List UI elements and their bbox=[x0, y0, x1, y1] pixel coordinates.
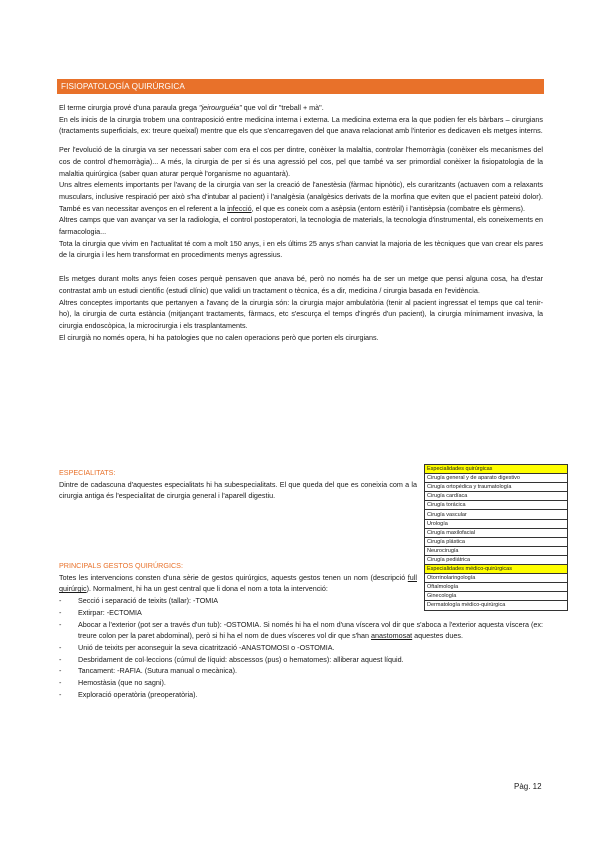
underlined-term: anastomosat bbox=[371, 631, 413, 641]
list-item bbox=[59, 595, 543, 607]
table-cell: Cirugía cardíaca bbox=[425, 492, 568, 501]
table-row bbox=[425, 492, 568, 501]
gestos-heading: PRINCIPALS GESTOS QUIRÚRGICS: bbox=[59, 561, 183, 570]
paragraph bbox=[59, 179, 543, 214]
table-row bbox=[425, 474, 568, 483]
list-item bbox=[59, 619, 543, 642]
table-row bbox=[425, 519, 568, 528]
paragraph: Per l'evolució de la cirurgia va ser necessari saber com era el cos per dintre, conèixer la malaltia, controlar l'hemorràgia (conèixer els mecanismes del cos de control d'hemorràgia)... A més, la cirurgia de per si és una agressió pel cos, pel que també va ser primordial conèixer la fisiopatologia de la malaltia quirúrgica (saber quan aturar perquè l'organisme no aguantarà). bbox=[59, 145, 543, 178]
list-item-text: Extirpar: -ECTOMIA bbox=[78, 607, 142, 617]
especialitats-heading: ESPECIALITATS: bbox=[59, 468, 116, 477]
table-cell: Cirugía plástica bbox=[425, 537, 568, 546]
list-item-text: Exploració operatòria (preoperatòria). bbox=[78, 689, 198, 699]
gestos-list bbox=[59, 595, 543, 700]
table-row bbox=[425, 501, 568, 510]
especialitats-section bbox=[59, 467, 417, 502]
list-dash: - bbox=[59, 689, 62, 699]
gestos-section bbox=[59, 560, 543, 700]
table-cell: Urología bbox=[425, 519, 568, 528]
list-item-text: Abocar a l'exterior (pot ser a través d'un tub): -OSTOMIA. Si només hi ha el nom d'una víscera vol dir que s'aboca a l'exterior aquesta víscera (ex: treure colon per la paret abdominal), però si hi ha el nom de dues vísceres vol dir que s'han bbox=[78, 619, 543, 641]
table-cell: Cirugía maxilofacial bbox=[425, 528, 568, 537]
table-cell: Cirugía torácica bbox=[425, 501, 568, 510]
list-item-text: Desbridament de col·leccions (cúmul de líquid: abscessos (pus) o hematomes): alliberar aquest líquid. bbox=[78, 654, 404, 664]
table-cell: Especialidades quirúrgicas bbox=[425, 465, 568, 474]
table-cell: Cirugía vascular bbox=[425, 510, 568, 519]
paragraph: Dintre de cadascuna d'aquestes especialitats hi ha subespecialitats. El que queda del que es coneixia com a la cirurgia antiga és l'especialitat de cirurgia general i l'aparell digestiu. bbox=[59, 479, 417, 501]
table-cell: Oftalmología bbox=[425, 583, 568, 592]
table-row bbox=[425, 483, 568, 492]
list-dash: - bbox=[59, 619, 62, 629]
list-item bbox=[59, 677, 543, 689]
table-cell: Cirugía pediátrica bbox=[425, 555, 568, 564]
list-dash: - bbox=[59, 607, 62, 617]
list-item-text: Hemostàsia (que no sagni). bbox=[78, 678, 166, 688]
paragraph: El cirurgià no només opera, hi ha patologies que no calen operacions però que porten els cirurgians. bbox=[59, 332, 379, 342]
table-row bbox=[425, 528, 568, 537]
text: ). Normalment, hi ha un gest central que li dona el nom a tota la intervenció: bbox=[86, 584, 328, 594]
underlined-term: infecció bbox=[227, 203, 252, 213]
text: que vol dir "treball + mà". bbox=[241, 103, 324, 112]
section-title: FISIOPATOLOGÍA QUIRÚRGICA bbox=[57, 79, 544, 94]
paragraph: Tota la cirurgia que vivim en l'actualitat té com a molt 150 anys, i en els últims 25 anys s'han canviat la majoria de les tècniques que van crear els pares de la cirurgia i les hem transformat en procediments menys agressius. bbox=[59, 238, 543, 260]
page-number: Pàg. 12 bbox=[514, 782, 542, 791]
paragraph bbox=[59, 572, 417, 595]
list-item bbox=[59, 642, 543, 654]
table-row bbox=[425, 537, 568, 546]
list-item bbox=[59, 665, 543, 677]
underlined-term: full quirúrgic bbox=[59, 572, 417, 594]
list-dash: - bbox=[59, 596, 62, 606]
list-item bbox=[59, 654, 543, 666]
table-row bbox=[425, 465, 568, 474]
table-cell: Cirugía general y de aparato digestivo bbox=[425, 474, 568, 483]
list-item-text: Tancament: -RAFIA. (Sutura manual o mecànica). bbox=[78, 666, 237, 676]
list-item-text: aquestes dues. bbox=[412, 631, 463, 641]
table-cell: Ginecología bbox=[425, 592, 568, 601]
paragraph: Altres conceptes importants que pertanyen a l'avanç de la cirurgia són: la cirurgia major ambulatòria (tenir al pacient ingressat el temps que cal tenir-ho), la cirurgia de curta estància (mitjançant tractaments, fàrmacs, etc s'escurça el temps d'ingrés d'un pacient), la cirurgia mínimament invasiva, la cirurgia endoscòpica, la microcirurgia i els trasplantaments. bbox=[59, 297, 543, 330]
table-row bbox=[425, 546, 568, 555]
list-item-text: Unió de teixits per aconseguir la seva cicatrització -ANASTOMOSI o -OSTOMIA. bbox=[78, 642, 335, 652]
table-cell: Especialidades médico-quirúrgicas bbox=[425, 565, 568, 574]
table-cell: Neurocirugía bbox=[425, 546, 568, 555]
intro-text bbox=[59, 102, 543, 343]
table-cell: Dermatología médico-quirúrgica bbox=[425, 601, 568, 610]
table-cell: Cirugía ortopédica y traumatología bbox=[425, 483, 568, 492]
paragraph: En els inicis de la cirurgia trobem una contraposició entre medicina interna i externa. La medicina externa era la que podien fer els bàrbars – cirurgians (tractaments superficials, ex: treure queixal) mentre que els que s'encarregaven del que anava relacionat amb l'interior es dedicaven els metges interns. bbox=[59, 114, 543, 136]
text: Totes les intervencions consten d'una sèrie de gestos quirúrgics, aquests gestos tenen un nom (descripció bbox=[59, 572, 408, 582]
paragraph: Els metges durant molts anys feien coses perquè pensaven que anava bé, però no només ha de ser un metge que pensi alguna cosa, ha d'estar contrastat amb un estudi científic (estudi clínic) que validi un tractament o tècnica, és a dir, medicina / cirurgia basada en l'evidència. bbox=[59, 274, 543, 295]
list-dash: - bbox=[59, 654, 62, 664]
paragraph-etymology bbox=[59, 102, 543, 114]
table-cell: Otorrinolaringología bbox=[425, 574, 568, 583]
list-item bbox=[59, 689, 543, 701]
paragraph: Altres camps que van avançar va ser la radiologia, el control postoperatori, la tecnologia de materials, la tecnologia d'instrumental, els coneixements en farmacologia... bbox=[59, 215, 543, 237]
list-dash: - bbox=[59, 666, 62, 676]
list-dash: - bbox=[59, 642, 62, 652]
greek-word: "jeirourguéia" bbox=[199, 103, 242, 112]
list-item-text: Secció i separació de teixits (tallar): -TOMIA bbox=[78, 596, 219, 606]
text: Uns altres elements importants per l'avanç de la cirurgia van ser la creació de l'anestèsia (fàrmac hipnòtic), els curaritzants (actuaven com a relaxants musculars, inclusive respiració per això s'ha d'intubar al pacient) i l'analgèsia (analgèsics derivats de la morfina que eviten que el pacient pateixi dolor). També es van necessitar avenços en el referent a la bbox=[59, 180, 543, 213]
table-row bbox=[425, 510, 568, 519]
list-dash: - bbox=[59, 678, 62, 688]
list-item bbox=[59, 607, 543, 619]
text: , el que es coneix com a asèpsia (entorn estèril) i l'antisèpsia (combatre els gèrmens). bbox=[251, 203, 526, 213]
text: El terme cirurgia prové d'una paraula grega bbox=[59, 103, 200, 112]
